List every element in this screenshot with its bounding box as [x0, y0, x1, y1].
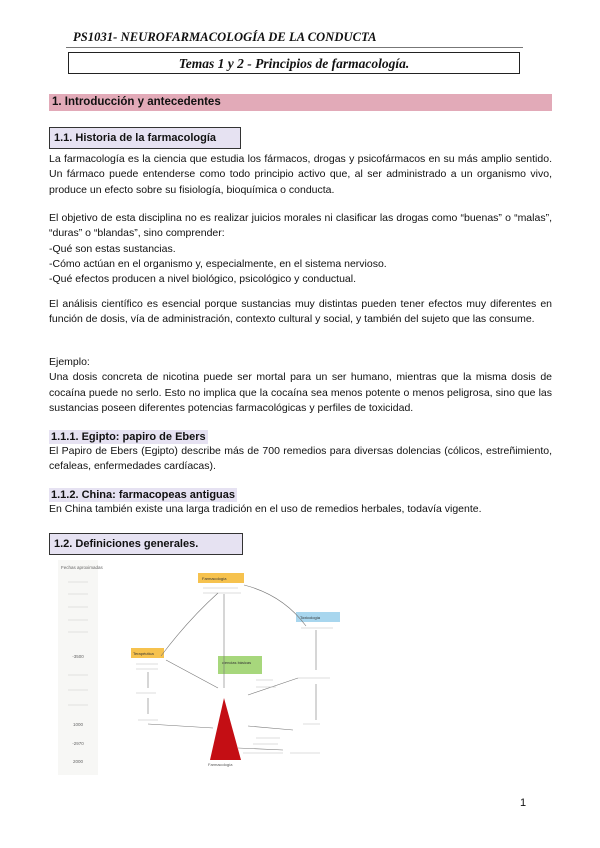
timeline-heading: Fechas aproximadas: [61, 565, 103, 570]
intro-paragraph: [49, 152, 552, 198]
subsubsection-heading-egypt: 1.1.1. Egipto: papiro de Ebers: [51, 431, 206, 443]
example-text: Una dosis concreta de nicotina puede ser mortal para un ser humano, mientras que la misma dosis de cocaína puede no serlo. Esto no implica que la cocaína sea menos potente o menos peligrosa, sino que las sustancias poseen diferentes potencias farmacológicas y perfiles de toxicidad.: [49, 371, 552, 414]
course-header: PS1031- NEUROFARMACOLOGÍA DE LA CONDUCTA: [73, 30, 377, 44]
timeline-tick: -3500: [72, 654, 84, 659]
subsection-heading-definitions: 1.2. Definiciones generales.: [49, 533, 243, 555]
header-rule: [66, 47, 523, 48]
list-item: -Cómo actúan en el organismo y, especialmente, en el sistema nervioso.: [49, 257, 387, 270]
toxicologia-box-label: Toxicología: [300, 615, 321, 620]
ciencias-basicas-box-label: ciencias básicas: [222, 660, 252, 665]
farmacologia-box-label: Farmacología: [202, 576, 227, 581]
definition-text: La farmacología es la ciencia que estudia los fármacos, drogas y psicofármacos en su más amplio sentido. Un fármaco puede entenderse como todo principio activo que, al ser administrado a un organismo vivo, produce un efecto sobre su fisiología, bioquímica o conducta.: [49, 153, 552, 196]
timeline-tick: 1000: [72, 722, 84, 727]
ciencias-basicas-box: [218, 656, 262, 674]
list-item: -Qué efectos producen a nivel biológico, psicológico y conductual.: [49, 273, 357, 286]
egypt-text: El Papiro de Ebers (Egipto) describe más de 700 remedios para diversas dolencias (cólicos, estreñimiento, cefaleas, enfermedades cardíacas).: [49, 445, 552, 473]
timeline-tick: -2970: [72, 741, 84, 746]
triangle-label: Farmacología: [208, 762, 233, 767]
subsubsection-heading-china: 1.1.2. China: farmacopeas antiguas: [51, 489, 236, 501]
objective-paragraph: [49, 211, 552, 287]
terapeutica-box-label: Terapéutica: [133, 651, 154, 656]
objective-text: El objetivo de esta disciplina no es realizar juicios morales ni clasificar las drogas como “buenas” o “malas”, “duras” o “blandas”, sino comprender:: [49, 212, 552, 240]
china-text: En China también existe una larga tradición en el uso de remedios herbales, todavía vigente.: [49, 503, 482, 515]
example-paragraph: [49, 355, 552, 416]
egypt-paragraph: [49, 444, 552, 475]
list-item: -Qué son estas sustancias.: [49, 242, 176, 255]
analysis-paragraph: [49, 297, 552, 328]
china-paragraph: [49, 502, 552, 517]
page-number: 1: [520, 797, 527, 809]
pharmacology-history-diagram: [58, 560, 348, 778]
subsection-heading: 1.1. Historia de la farmacología: [49, 127, 241, 149]
document-title: Temas 1 y 2 - Principios de farmacología.: [68, 52, 520, 74]
analysis-text: El análisis científico es esencial porque sustancias muy distintas pueden tener efectos muy diferentes en función de dosis, vía de administración, contexto cultural y social, y también del sujeto que las consume.: [49, 298, 552, 326]
diagram-text-lines: [243, 678, 330, 753]
pharmacology-triangle: [210, 698, 241, 760]
section-heading: 1. Introducción y antecedentes: [49, 94, 552, 111]
timeline-tick: 2000: [72, 759, 84, 764]
example-label: Ejemplo:: [49, 356, 90, 368]
